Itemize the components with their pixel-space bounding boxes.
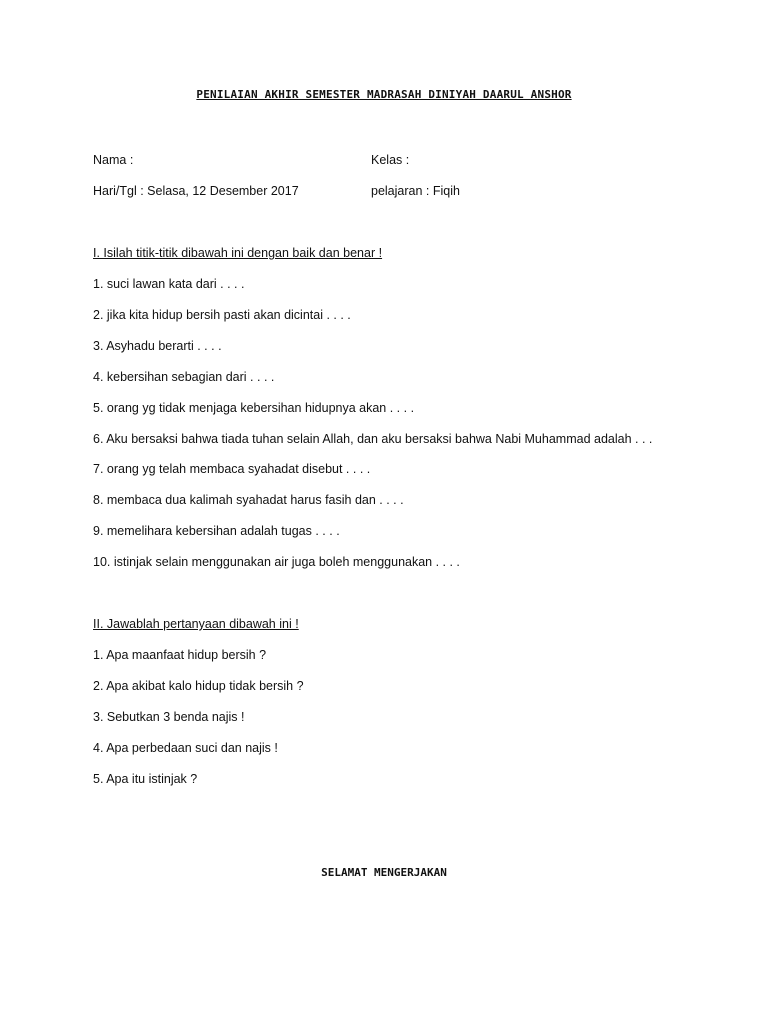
section2-item: 4. Apa perbedaan suci dan najis ! — [93, 741, 278, 755]
section1-item: 1. suci lawan kata dari . . . . — [93, 277, 245, 291]
field-pelajaran: pelajaran : Fiqih — [371, 184, 460, 198]
section1-item: 7. orang yg telah membaca syahadat disebut . . . . — [93, 462, 371, 476]
section1-item: 10. istinjak selain menggunakan air juga boleh menggunakan . . . . — [93, 555, 460, 569]
section1-item: 8. membaca dua kalimah syahadat harus fasih dan . . . . — [93, 493, 404, 507]
field-hari-tgl: Hari/Tgl : Selasa, 12 Desember 2017 — [93, 184, 299, 198]
section1-item: 6. Aku bersaksi bahwa tiada tuhan selain Allah, dan aku bersaksi bahwa Nabi Muhammad adalah . . . — [93, 432, 653, 446]
section2-item: 3. Sebutkan 3 benda najis ! — [93, 710, 245, 724]
field-kelas: Kelas : — [371, 153, 410, 167]
document-title: PENILAIAN AKHIR SEMESTER MADRASAH DINIYAH DAARUL ANSHOR — [196, 88, 572, 101]
section2-item: 5. Apa itu istinjak ? — [93, 772, 198, 786]
section2-item: 1. Apa maanfaat hidup bersih ? — [93, 648, 267, 662]
field-nama: Nama : — [93, 153, 134, 167]
section1-item: 2. jika kita hidup bersih pasti akan dicintai . . . . — [93, 308, 351, 322]
section2-item: 2. Apa akibat kalo hidup tidak bersih ? — [93, 679, 304, 693]
section1-item: 9. memelihara kebersihan adalah tugas . . . . — [93, 524, 340, 538]
section1-item: 4. kebersihan sebagian dari . . . . — [93, 370, 275, 384]
section1-heading: I. Isilah titik-titik dibawah ini dengan baik dan benar ! — [93, 246, 383, 260]
section1-item: 3. Asyhadu berarti . . . . — [93, 339, 222, 353]
closing-text: SELAMAT MENGERJAKAN — [321, 866, 447, 879]
section2-heading: II. Jawablah pertanyaan dibawah ini ! — [93, 617, 299, 631]
section1-item: 5. orang yg tidak menjaga kebersihan hidupnya akan . . . . — [93, 401, 415, 415]
